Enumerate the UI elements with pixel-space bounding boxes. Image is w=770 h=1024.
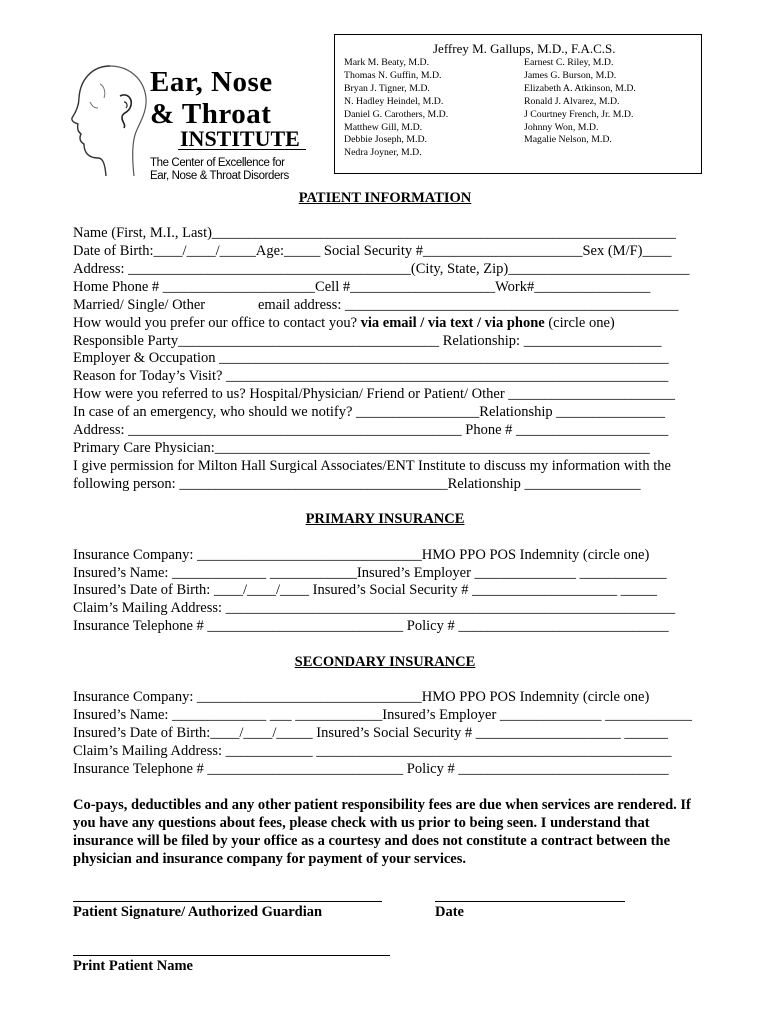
secondary-insurance-heading: SECONDARY INSURANCE <box>294 654 476 670</box>
date-label: Date <box>435 904 464 920</box>
logo-divider <box>178 149 306 150</box>
physician-name: N. Hadley Heindel, M.D. <box>344 95 444 107</box>
patient-information-heading: PATIENT INFORMATION <box>298 190 472 206</box>
logo-line-1: Ear, Nose <box>150 66 273 98</box>
primary-insured-name-field[interactable]: Insured’s Name: _____________ ____________Insured’s Employer ______________ ____________ <box>73 565 667 581</box>
phone-numbers-field[interactable]: Home Phone # _____________________Cell #____________________Work#________________ <box>73 279 651 295</box>
contact-preference-question: How would you prefer our office to contact you? <box>73 315 361 331</box>
physician-column-left <box>344 57 448 160</box>
physician-name: Matthew Gill, M.D. <box>344 121 423 133</box>
secondary-insurance-phone-field[interactable]: Insurance Telephone # ___________________________ Policy # _____________________________ <box>73 761 669 777</box>
physician-name: J Courtney French, Jr. M.D. <box>524 108 634 120</box>
name-field[interactable]: Name (First, M.I., Last)________________________________________________________________ <box>73 225 676 241</box>
primary-insured-dob-field[interactable]: Insured’s Date of Birth: ____/____/____ Insured’s Social Security # ____________________ _____ <box>73 582 657 598</box>
physician-name: Debbie Joseph, M.D. <box>344 134 427 146</box>
address-field[interactable]: Address: _______________________________________(City, State, Zip)_________________________ <box>73 261 690 277</box>
patient-signature-label: Patient Signature/ Authorized Guardian <box>73 904 323 920</box>
primary-care-physician-field[interactable]: Primary Care Physician:____________________________________________________________ <box>73 440 650 456</box>
emergency-address-field[interactable]: Address: ______________________________________________ Phone # _____________________ <box>73 422 669 438</box>
primary-insurance-phone-field[interactable]: Insurance Telephone # ___________________________ Policy # _____________________________ <box>73 618 669 634</box>
physician-name: Magalie Nelson, M.D. <box>524 134 612 146</box>
physician-name: Elizabeth A. Atkinson, M.D. <box>524 82 636 94</box>
primary-claims-address-field[interactable]: Claim’s Mailing Address: ______________________________________________________________ <box>73 600 676 616</box>
employer-occupation-field[interactable]: Employer & Occupation ______________________________________________________________ <box>73 350 669 366</box>
referral-source-field[interactable]: How were you referred to us? Hospital/Physician/ Friend or Patient/ Other _______________________ <box>73 386 676 402</box>
dob-age-ssn-sex-field[interactable]: Date of Birth:____/____/_____Age:_____ Social Security #______________________Sex (M/F)____ <box>73 243 672 259</box>
physician-name: Thomas N. Guffin, M.D. <box>344 69 442 81</box>
authorized-person-field[interactable]: following person: _____________________________________Relationship ________________ <box>73 476 641 492</box>
logo-line-3: INSTITUTE <box>180 126 300 151</box>
emergency-contact-field[interactable]: In case of an emergency, who should we notify? _________________Relationship _______________ <box>73 404 665 420</box>
reason-for-visit-field[interactable]: Reason for Today’s Visit? _____________________________________________________________ <box>73 368 669 384</box>
date-line[interactable] <box>435 901 625 902</box>
physician-name: Mark M. Beaty, M.D. <box>344 57 430 68</box>
lead-physician: Jeffrey M. Gallups, M.D., F.A.C.S. <box>433 41 616 56</box>
ent-institute-logo <box>70 58 318 182</box>
print-name-label: Print Patient Name <box>73 958 193 974</box>
physician-name: Nedra Joyner, M.D. <box>344 147 422 159</box>
primary-insurance-company-field[interactable]: Insurance Company: _______________________________HMO PPO POS Indemnity (circle one) <box>73 547 650 563</box>
logo-tagline-1: The Center of Excellence for <box>150 157 285 169</box>
contact-preference-instruction: (circle one) <box>544 315 615 331</box>
physician-list-box <box>334 34 702 174</box>
responsible-party-field[interactable]: Responsible Party____________________________________ Relationship: ___________________ <box>73 333 662 349</box>
physician-name: James G. Burson, M.D. <box>524 69 617 81</box>
secondary-insured-dob-field[interactable]: Insured’s Date of Birth:____/____/_____ Insured’s Social Security # ____________________ ______ <box>73 725 668 741</box>
physician-name: Earnest C. Riley, M.D. <box>524 57 614 68</box>
secondary-insurance-company-field[interactable]: Insurance Company: _______________________________HMO PPO POS Indemnity (circle one) <box>73 689 650 705</box>
payment-policy-notice: Co-pays, deductibles and any other patient responsibility fees are due when services are rendered. If you have any questions about fees, please check with us prior to being seen. I understand that insurance will be filed by your office as a courtesy and does not constitute a contract between the physician and insurance company for payment of your services. <box>73 797 691 867</box>
secondary-insured-name-field[interactable]: Insured’s Name: _____________ ___ ____________Insured’s Employer ______________ ____________ <box>73 707 693 723</box>
physician-name: Daniel G. Carothers, M.D. <box>344 108 449 120</box>
contact-preference-options[interactable]: via email / via text / via phone <box>360 315 545 331</box>
head-profile-icon <box>70 62 154 180</box>
patient-signature-line[interactable] <box>73 901 382 902</box>
permission-statement: I give permission for Milton Hall Surgical Associates/ENT Institute to discuss my information with the <box>73 458 671 474</box>
primary-insurance-heading: PRIMARY INSURANCE <box>305 511 465 527</box>
print-name-line[interactable] <box>73 955 390 956</box>
physician-column-right <box>524 57 636 147</box>
physician-name: Bryan J. Tigner, M.D. <box>344 82 430 94</box>
physician-name: Ronald J. Alvarez, M.D. <box>524 95 620 107</box>
marital-status-field[interactable]: Married/ Single/ Other <box>73 297 206 313</box>
logo-line-2: & Throat <box>150 98 272 130</box>
contact-preference-field[interactable] <box>73 315 615 332</box>
email-field[interactable]: email address: ______________________________________________ <box>258 297 679 313</box>
logo-tagline-2: Ear, Nose & Throat Disorders <box>150 170 289 182</box>
secondary-claims-address-field[interactable]: Claim’s Mailing Address: ____________ _________________________________________________ <box>73 743 672 759</box>
physician-name: Johnny Won, M.D. <box>524 121 599 133</box>
